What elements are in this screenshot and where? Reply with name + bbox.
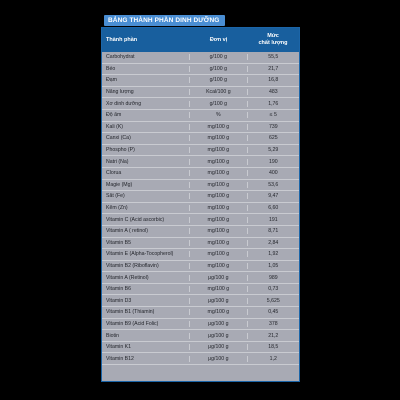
table-row (102, 330, 299, 342)
row-value: 190 (247, 159, 299, 165)
row-value: 625 (247, 135, 299, 141)
row-component: Biotin (106, 332, 119, 339)
row-unit: mg/100 g (189, 147, 246, 153)
row-value: 1,2 (247, 356, 299, 362)
row-component: Carbohydrat (106, 54, 135, 61)
row-value: 21,7 (247, 66, 299, 72)
row-value: 191 (247, 217, 299, 223)
header-value (247, 33, 299, 47)
row-unit: μg/100 g (189, 321, 246, 327)
table-row (102, 226, 299, 238)
table-row (102, 319, 299, 331)
header-unit: Đơn vị (209, 37, 228, 43)
row-value: 1,05 (247, 263, 299, 269)
row-component: Vitamin A ( retinol) (106, 228, 148, 235)
row-component: Vitamin K1 (106, 344, 131, 351)
table-row (102, 295, 299, 307)
row-unit: mg/100 g (189, 124, 246, 130)
row-unit: mg/100 g (189, 135, 246, 141)
table-row (102, 145, 299, 157)
table-row (102, 307, 299, 319)
row-component: Vitamin E (Alpha-Tocopherol) (106, 251, 174, 258)
row-component: Vitamin B5 (106, 239, 131, 246)
row-unit: Kcal/100 g (189, 89, 246, 95)
row-unit: μg/100 g (189, 275, 246, 281)
table-row (102, 110, 299, 122)
table-row (102, 168, 299, 180)
row-unit: mg/100 g (189, 263, 246, 269)
row-component: Vitamin C (Acid ascorbic) (106, 216, 165, 223)
row-unit: μg/100 g (189, 333, 246, 339)
row-value: 1,76 (247, 101, 299, 107)
row-value: 989 (247, 275, 299, 281)
row-unit: mg/100 g (189, 217, 246, 223)
table-row (102, 272, 299, 284)
row-unit: mg/100 g (189, 193, 246, 199)
table-row (102, 180, 299, 192)
table-row (102, 133, 299, 145)
row-component: Phospho (P) (106, 147, 135, 154)
row-component: Canxi (Ca) (106, 135, 131, 142)
row-value: 400 (247, 170, 299, 176)
row-value: 5,625 (247, 298, 299, 304)
row-unit: mg/100 g (189, 159, 246, 165)
table-row (102, 214, 299, 226)
row-value: 2,84 (247, 240, 299, 246)
table-row (102, 87, 299, 99)
header-value-line1: Mức (267, 33, 279, 39)
row-component: Xơ dinh dưỡng (106, 100, 142, 107)
table-row (102, 261, 299, 273)
row-component: Vitamin B2 (Riboflavin) (106, 262, 159, 269)
row-component: Sắt (Fe) (106, 193, 125, 200)
table-header (102, 28, 299, 52)
row-unit: μg/100 g (189, 344, 246, 350)
row-component: Natri (Na) (106, 158, 129, 165)
row-component: Kali (K) (106, 123, 124, 130)
table-row (102, 64, 299, 76)
row-component: Vitamin B12 (106, 355, 134, 362)
row-unit: g/100 g (189, 77, 246, 83)
table-row (102, 191, 299, 203)
row-value: 378 (247, 321, 299, 327)
row-value: 55,5 (247, 54, 299, 60)
row-component: Vitamin A (Retinol) (106, 274, 149, 281)
table-row (102, 203, 299, 215)
table-row (102, 75, 299, 87)
row-component: Vitamin B6 (106, 286, 131, 293)
row-unit: % (189, 112, 246, 118)
row-component: Vitamin D3 (106, 297, 132, 304)
header-value-line2: chất lượng (258, 40, 288, 46)
row-component: Đạm (106, 77, 117, 84)
row-unit: mg/100 g (189, 170, 246, 176)
table-row (102, 249, 299, 261)
header-component: Thành phần (106, 37, 138, 43)
row-unit: g/100 g (189, 66, 246, 72)
row-value: 739 (247, 124, 299, 130)
nutrition-table (101, 27, 300, 382)
row-unit: mg/100 g (189, 182, 246, 188)
row-unit: mg/100 g (189, 228, 246, 234)
row-component: Magie (Mg) (106, 181, 133, 188)
row-unit: mg/100 g (189, 251, 246, 257)
table-row (102, 238, 299, 250)
table-row (102, 52, 299, 64)
row-component: Clorua (106, 170, 122, 177)
table-title: BẢNG THÀNH PHẦN DINH DƯỠNG (104, 15, 225, 26)
row-value: 18,5 (247, 344, 299, 350)
row-value: 53,6 (247, 182, 299, 188)
table-body (102, 52, 299, 365)
table-row (102, 353, 299, 365)
row-component: Vitamin B9 (Acid Folic) (106, 320, 159, 327)
table-row (102, 98, 299, 110)
row-value: 0,73 (247, 286, 299, 292)
row-component: Vitamin B1 (Thiamin) (106, 309, 155, 316)
row-unit: μg/100 g (189, 356, 246, 362)
row-value: 1,92 (247, 251, 299, 257)
row-unit: mg/100 g (189, 309, 246, 315)
row-component: Kẽm (Zn) (106, 205, 128, 212)
row-unit: g/100 g (189, 54, 246, 60)
row-value: 16,8 (247, 77, 299, 83)
row-component: Béo (106, 65, 116, 72)
table-row (102, 342, 299, 354)
row-unit: mg/100 g (189, 205, 246, 211)
table-row (102, 156, 299, 168)
row-value: 5,29 (247, 147, 299, 153)
table-row (102, 122, 299, 134)
row-value: 483 (247, 89, 299, 95)
row-value: 0,45 (247, 309, 299, 315)
row-unit: mg/100 g (189, 240, 246, 246)
row-value: 9,47 (247, 193, 299, 199)
row-value: 8,71 (247, 228, 299, 234)
row-unit: μg/100 g (189, 298, 246, 304)
row-value: 21,2 (247, 333, 299, 339)
row-unit: mg/100 g (189, 286, 246, 292)
table-row (102, 284, 299, 296)
row-component: Độ ẩm (106, 112, 122, 119)
row-value: ≤ 5 (247, 112, 299, 118)
row-unit: g/100 g (189, 101, 246, 107)
row-value: 6,60 (247, 205, 299, 211)
row-component: Năng lượng (106, 89, 134, 96)
